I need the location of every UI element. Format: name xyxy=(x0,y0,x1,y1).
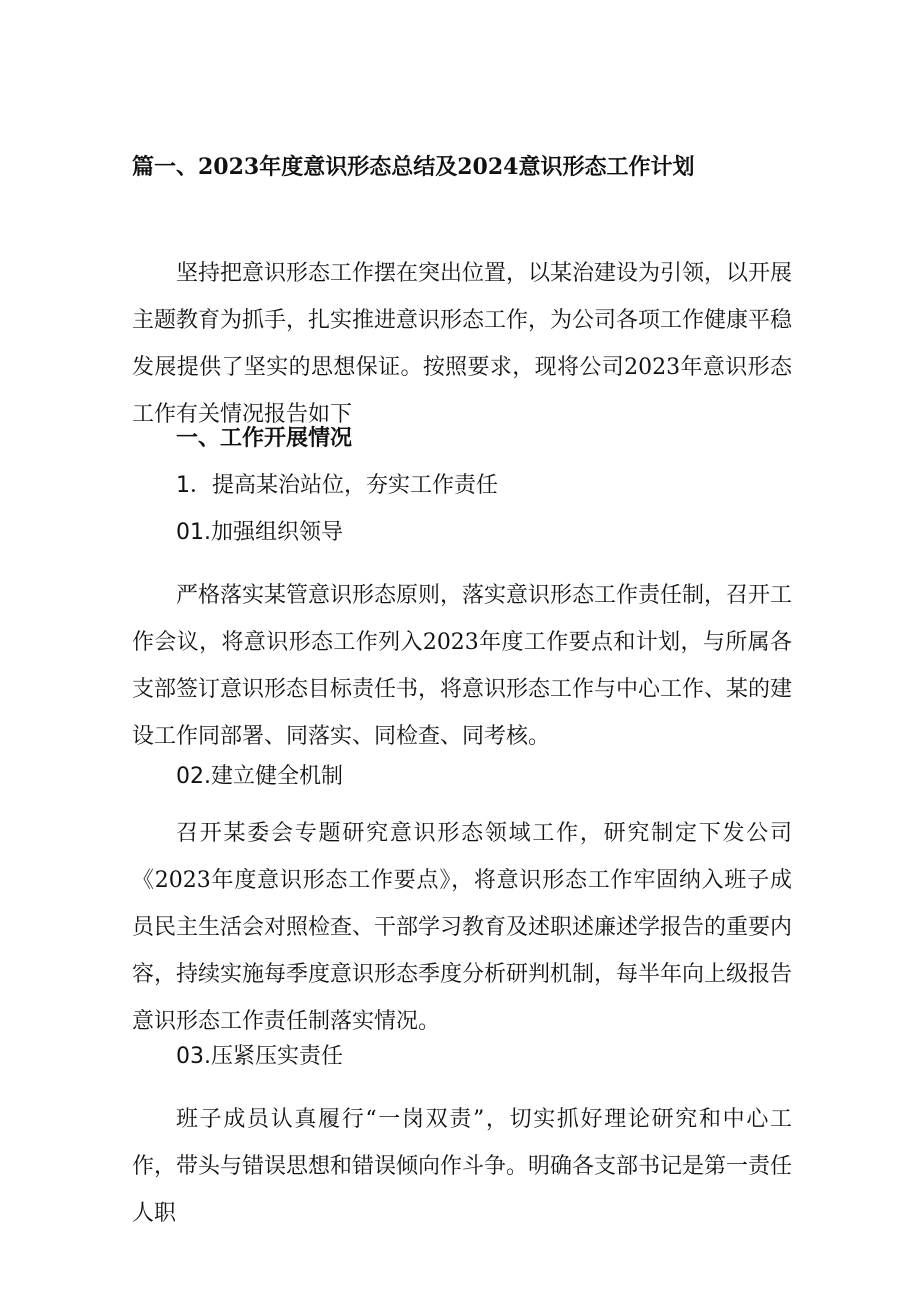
section-heading: 一、工作开展情况 xyxy=(176,426,353,451)
intro-paragraph: 坚持把意识形态工作摆在突出位置，以某治建设为引领，以开展主题教育为抓手，扎实推进意识形态工作，为公司各项工作健康平稳发展提供了坚实的思想保证。按照要求，现将公司2023年意识形态工作有关情况报告如下 xyxy=(132,261,793,427)
paragraph-01: 严格落实某管意识形态原则，落实意识形态工作责任制，召开工作会议，将意识形态工作列入2023年度工作要点和计划，与所属各支部签订意识形态目标责任书，将意识形态工作与中心工作、某的建设工作同部署、同落实、同检查、同考核。 xyxy=(132,583,793,749)
document-title: 篇一、2023年度意识形态总结及2024意识形态工作计划 xyxy=(132,154,695,180)
item-heading: 1．提高某治站位，夯实工作责任 xyxy=(176,473,498,498)
paragraph-02: 召开某委会专题研究意识形态领域工作，研究制定下发公司《2023年度意识形态工作要点》，将意识形态工作牢固纳入班子成员民主生活会对照检查、干部学习教育及述职述廉述学报告的重要内容，持续实施每季度意识形态季度分析研判机制，每半年向上级报告意识形态工作责任制落实情况。 xyxy=(132,821,793,1034)
paragraph-03: 班子成员认真履行“一岗双责”，切实抓好理论研究和中心工作，带头与错误思想和错误倾向作斗争。明确各支部书记是第一责任人职 xyxy=(132,1107,793,1226)
subheading-01: 01.加强组织领导 xyxy=(176,520,343,545)
subheading-03: 03.压紧压实责任 xyxy=(176,1044,343,1069)
subheading-02: 02.建立健全机制 xyxy=(176,764,343,789)
